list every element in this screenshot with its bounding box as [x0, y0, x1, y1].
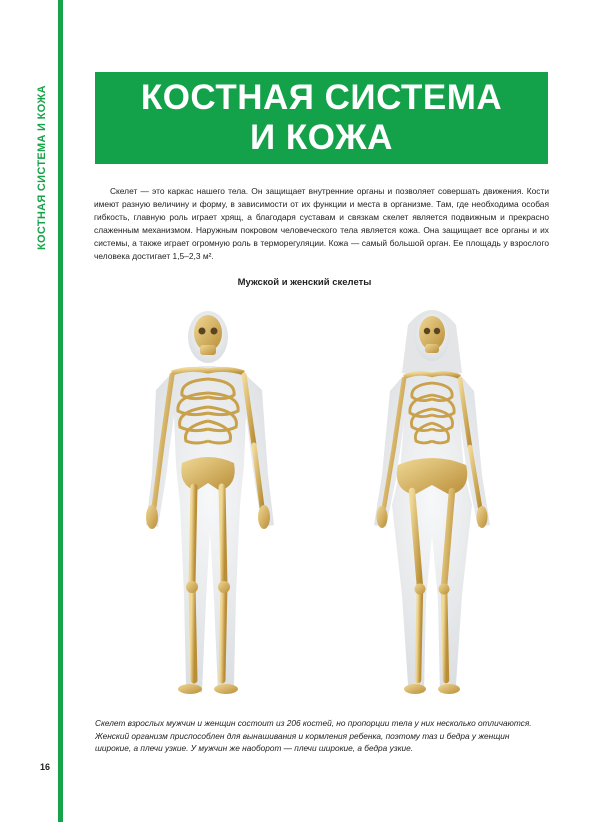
- title-line-2: И КОЖА: [250, 118, 393, 157]
- female-skeleton: [374, 310, 490, 694]
- side-accent-bar: [58, 0, 63, 822]
- male-skeleton: [146, 311, 274, 694]
- page-number: 16: [40, 762, 51, 772]
- caption-text: Скелет взрослых мужчин и женщин состоит из 206 костей, но пропорции тела у них несколько отличаются. Женский организм приспособлен для вынашивания и кормления ребенка, поэтому таз и бедра у женщин широкие, а плечи узкие. У мужчин же наоборот — плечи широкие, а бедра узкие.: [95, 718, 532, 753]
- title-banner: [95, 72, 548, 164]
- intro-text: [94, 185, 549, 263]
- section-side-label: КОСТНАЯ СИСТЕМА И КОЖА: [36, 85, 48, 250]
- figure-caption: [95, 717, 535, 755]
- skeletons-illustration: [110, 295, 530, 710]
- figure-title: Мужской и женский скелеты: [237, 277, 372, 288]
- title-line-1: КОСТНАЯ СИСТЕМА: [140, 78, 503, 117]
- intro-paragraph: Скелет — это каркас нашего тела. Он защищает внутренние органы и позволяет совершать движения. Кости имеют разную величину и форму, в зависимости от их функции и места в организме. Там, где необходима особая гибкость, главную роль играет хрящ, а благодаря суставам и связкам скелет является подвижным и прекрасно слаженным механизмом. Наружным покровом человеческого тела является кожа. Она защищает все органы и их системы, а также играет огромную роль в терморегуляции. Кожа — самый большой орган. Ее площадь у взрослого человека достигает 1,5–2,3 м².: [94, 186, 549, 261]
